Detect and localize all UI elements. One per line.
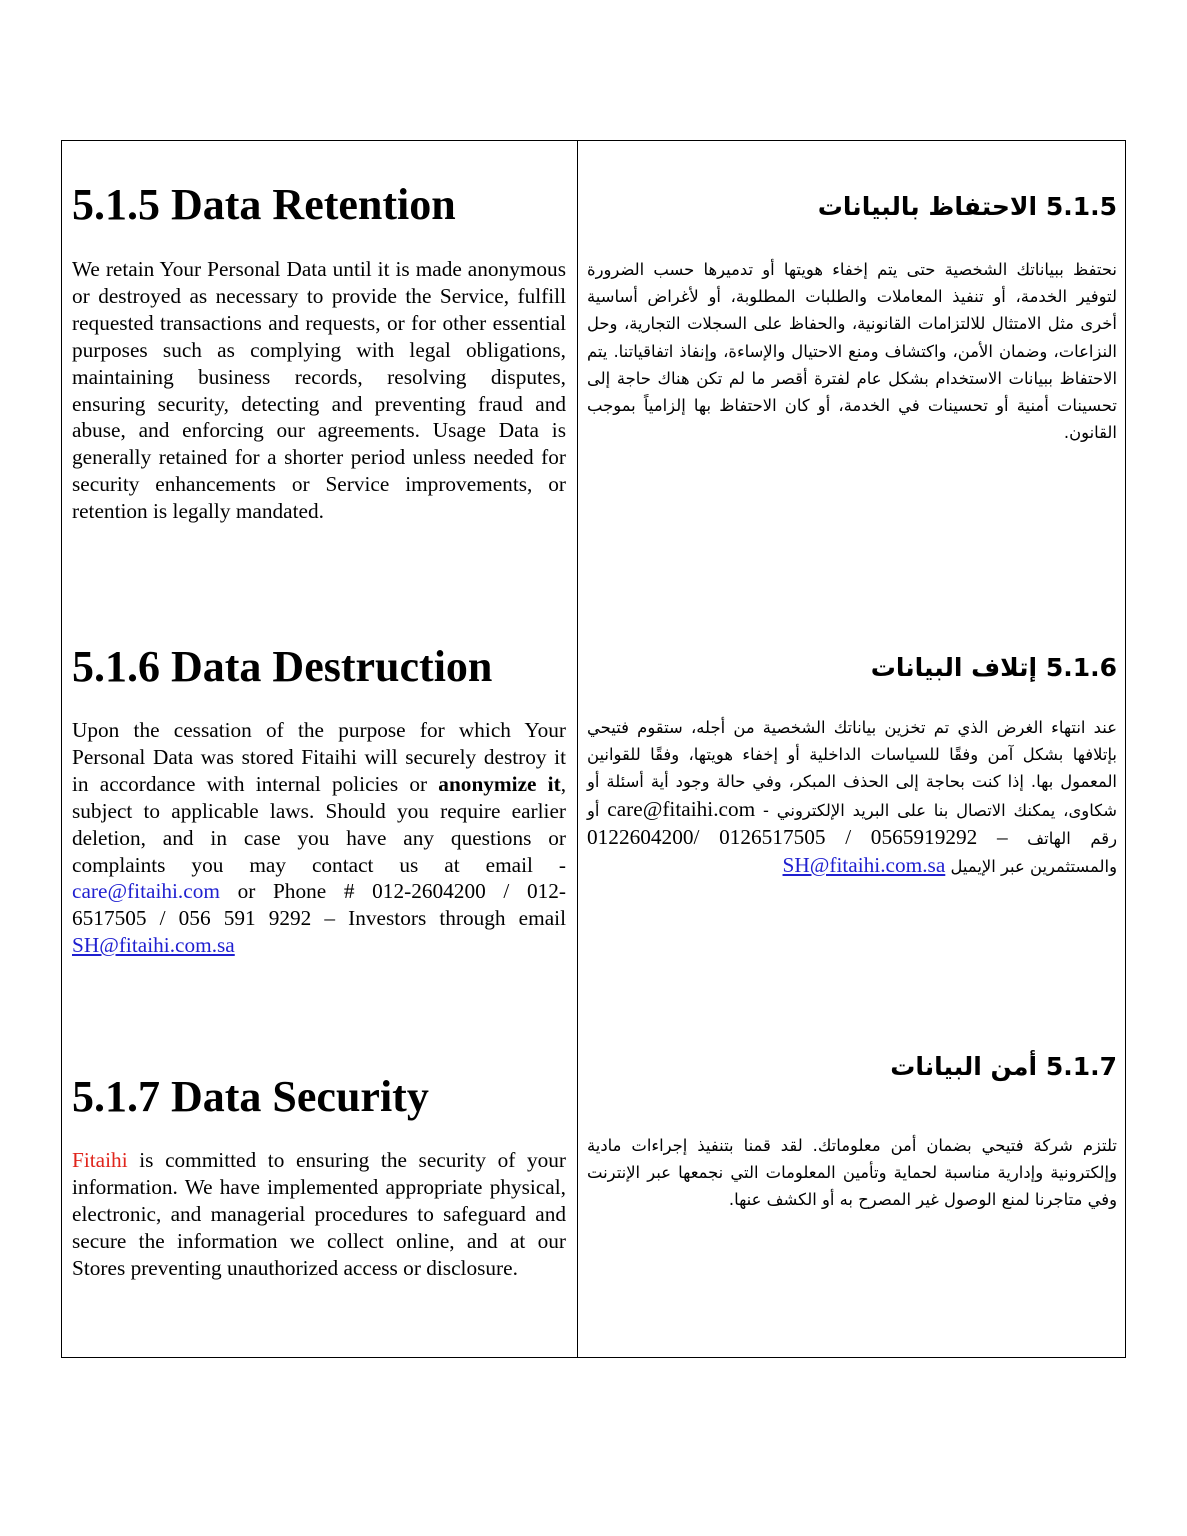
data-destruction-text-part: or Phone # 012-2604200 / 012-6517505 / 056 591 9292 – Investors through email xyxy=(72,879,566,931)
data-destruction-en xyxy=(72,641,566,959)
data-destruction-title: 5.1.6 Data Destruction xyxy=(72,642,493,691)
data-security-text-ar: تلتزم شركة فتيحي بضمان أمن معلوماتك. لقد قمنا بتنفيذ إجراءات مادية وإلكترونية وإدارية مناسبة لحماية وتأمين المعلومات التي نجمعها عبر الإنترنت وفي متاجرنا لمنع الوصول غير المصرح به أو الكشف عنها. xyxy=(587,1136,1117,1210)
phone-numbers-ar: 0122604200/ 0126517505 / 0565919292 – xyxy=(587,824,1008,849)
data-retention-text-ar: نحتفظ ببياناتك الشخصية حتى يتم إخفاء هويتها أو تدميرها حسب الضرورة لتوفير الخدمة، أو تنفيذ المعاملات والطلبات المطلوبة، أو لأغراض أساسية أخرى مثل الامتثال للالتزامات القانونية، والحفاظ على السجلات التجارية، وحل النزاعات، وضمان الأمن، واكتشاف ومنع الاحتيال والإساءة، وإنفاذ اتفاقياتنا. يتم الاحتفاظ ببيانات الاستخدام بشكل عام لفترة أقصر ما لم تكن هناك حاجة إلى تحسينات أمنية أو تحسينات في الخدمة، أو كان الاحتفاظ بها إلزامياً بموجب القانون. xyxy=(587,260,1117,443)
data-security-en xyxy=(72,1071,566,1282)
data-retention-title-ar: 5.1.5 الاحتفاظ بالبيانات xyxy=(817,192,1117,221)
data-destruction-ar xyxy=(587,650,1117,880)
fitaihi-brand-name: Fitaihi xyxy=(72,1148,128,1172)
data-destruction-text-part-ar: عند انتهاء الغرض الذي تم تخزين بياناتك الشخصية من أجله، ستقوم فتيحي بإتلافها بشكل آمن وفقًا للسياسات الداخلية أو إخفاء هويتها، وفقًا للقوانين المعمول بها. إذا كنت بحاجة إلى الحذف المبكر، وفي حالة وجود أية أسئلة أو شكاوى، يمكنك الاتصال بنا على البريد الإلكتروني - xyxy=(587,718,1117,820)
data-destruction-text-ar xyxy=(587,714,1117,880)
data-security-text-part: is committed to ensuring the security of your information. We have implemented appropriate physical, electronic, and managerial procedures to safeguard and secure the information we collect online, and at our Stores preventing unauthorized access or disclosure. xyxy=(72,1148,566,1280)
data-retention-ar xyxy=(587,189,1117,446)
data-security-title-ar: 5.1.7 أمن البيانات xyxy=(890,1052,1117,1081)
column-divider xyxy=(577,141,578,1357)
data-retention-en xyxy=(72,179,566,525)
investor-email-link-ar[interactable]: SH@fitaihi.com.sa xyxy=(782,853,946,878)
data-destruction-text-part: Upon the cessation of the purpose for which Your Personal Data was stored Fitaihi will securely destroy it in accordance with internal policies or xyxy=(72,718,566,796)
care-email-link[interactable]: care@fitaihi.com xyxy=(72,879,220,904)
care-email-link-ar[interactable]: care@fitaihi.com xyxy=(607,796,756,821)
data-destruction-text-part-ar: أو رقم الهاتف xyxy=(587,800,1117,848)
data-destruction-text xyxy=(72,717,566,959)
data-destruction-text-part: , subject to applicable laws. Should you require earlier deletion, and in case you have any questions or complaints you may contact us at email - xyxy=(72,771,567,877)
data-security-title: 5.1.7 Data Security xyxy=(72,1072,429,1121)
investor-email-link[interactable]: SH@fitaihi.com.sa xyxy=(72,933,235,958)
data-destruction-title-ar: 5.1.6 إتلاف البيانات xyxy=(870,653,1117,682)
policy-table xyxy=(61,140,1126,1358)
data-retention-text: We retain Your Personal Data until it is made anonymous or destroyed as necessary to provide the Service, fulfill requested transactions and requests, or for other essential purposes such as complying with legal obligations, maintaining business records, resolving disputes, ensuring security, detecting and preventing fraud and abuse, and enforcing our agreements. Usage Data is generally retained for a shorter period unless needed for security enhancements or Service improvements, or retention is legally mandated. xyxy=(72,257,566,524)
data-destruction-text-part-ar: والمستثمرين عبر الإيميل xyxy=(945,857,1117,877)
data-security-ar xyxy=(587,1049,1117,1214)
data-security-text xyxy=(72,1147,566,1282)
anonymize-emphasis: anonymize it xyxy=(438,771,561,796)
data-retention-title: 5.1.5 Data Retention xyxy=(72,180,456,229)
